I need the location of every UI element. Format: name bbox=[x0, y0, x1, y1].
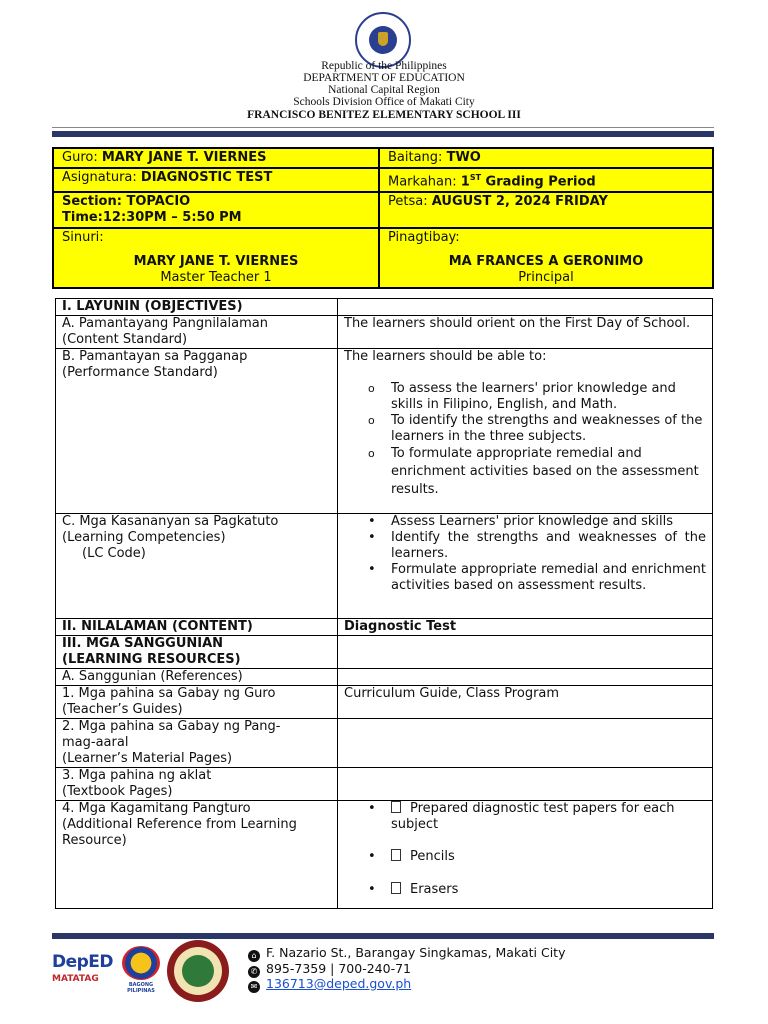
approver-title: Principal bbox=[518, 270, 574, 286]
checkbox-icon bbox=[391, 849, 401, 861]
school-seal-logo bbox=[167, 940, 229, 1002]
teachers-guide-value: Curriculum Guide, Class Program bbox=[338, 686, 713, 719]
list-item: • Prepared diagnostic test papers for each subject bbox=[344, 801, 706, 833]
guro-cell: Guro: MARY JANE T. VIERNES bbox=[53, 148, 379, 168]
section: Section: TOPACIO bbox=[62, 194, 191, 210]
references-label: A. Sanggunian (References) bbox=[56, 669, 338, 686]
email-line bbox=[248, 976, 411, 993]
sinuri-cell: Sinuri: MARY JANE T. VIERNES Master Teacher 1 bbox=[53, 228, 379, 288]
header-division: Schools Division Office of Makati City bbox=[293, 96, 475, 108]
nilalaman-value: Diagnostic Test bbox=[338, 619, 713, 636]
phone-icon: ✆ bbox=[248, 966, 260, 978]
list-item: o To assess the learners' prior knowledge and skills in Filipino, English, and Math. bbox=[344, 381, 706, 413]
date: AUGUST 2, 2024 FRIDAY bbox=[431, 194, 608, 210]
reviewer-title: Master Teacher 1 bbox=[160, 270, 272, 286]
list-item: • Pencils bbox=[344, 849, 706, 865]
header-school: FRANCISCO BENITEZ ELEMENTARY SCHOOL III bbox=[247, 109, 521, 121]
learning-competencies-value bbox=[338, 514, 713, 619]
checkbox-icon bbox=[391, 801, 401, 813]
nilalaman-heading: II. NILALAMAN (CONTENT) bbox=[56, 619, 338, 636]
list-item: • Identify the strengths and weaknesses of the learners. bbox=[344, 530, 706, 562]
list-item: • Erasers bbox=[344, 882, 706, 898]
performance-standard-label: B. Pamantayan sa Pagganap (Performance Standard) bbox=[56, 349, 338, 514]
info-table bbox=[52, 147, 714, 289]
time: Time:12:30PM – 5:50 PM bbox=[62, 210, 242, 226]
grade-level: TWO bbox=[446, 150, 481, 165]
reviewer-name: MARY JANE T. VIERNES bbox=[133, 254, 299, 270]
content-standard-label: A. Pamantayang Pangnilalaman (Content Standard) bbox=[56, 316, 338, 349]
materials-value bbox=[338, 801, 713, 909]
content-standard-value: The learners should orient on the First Day of School. bbox=[338, 316, 713, 349]
footer-rule bbox=[52, 933, 714, 939]
deped-matatag-logo: DepED MATATAG bbox=[52, 952, 114, 984]
list-item: o To identify the strengths and weaknesses of the learners in the three subjects. bbox=[344, 413, 706, 445]
address-line: ⌂ F. Nazario St., Barangay Singkamas, Makati City bbox=[248, 945, 565, 962]
baitang-cell: Baitang: TWO bbox=[379, 148, 713, 168]
bagong-pilipinas-logo: BAGONG PILIPINAS bbox=[117, 944, 165, 992]
layunin-heading: I. LAYUNIN (OBJECTIVES) bbox=[56, 299, 338, 316]
approver-name: MA FRANCES A GERONIMO bbox=[448, 254, 644, 270]
petsa-cell: Petsa: AUGUST 2, 2024 FRIDAY bbox=[379, 192, 713, 228]
checkbox-icon bbox=[391, 882, 401, 894]
email-icon: ✉ bbox=[248, 981, 260, 993]
asignatura-cell: Asignatura: DIAGNOSTIC TEST bbox=[53, 168, 379, 192]
header-region: National Capital Region bbox=[328, 84, 440, 96]
performance-standard-value: The learners should be able to: o To assess the learners' prior knowledge and skills in Filipino, English, and Math. o To identify the strengths and weaknesses of the learners in the three subjects. o To formulate appropriate remedial and enrichment activities based on the assessment results. bbox=[338, 349, 713, 514]
header-rule bbox=[52, 131, 714, 137]
subject: DIAGNOSTIC TEST bbox=[140, 170, 273, 185]
list-item: • Assess Learners' prior knowledge and skills bbox=[344, 514, 706, 530]
pinagtibay-cell: Pinagtibay: MA FRANCES A GERONIMO Principal bbox=[379, 228, 713, 288]
teachers-guide-label: 1. Mga pahina sa Gabay ng Guro (Teacher’s Guides) bbox=[56, 686, 338, 719]
lesson-plan-table bbox=[55, 298, 713, 909]
teacher-name: MARY JANE T. VIERNES bbox=[101, 150, 267, 165]
sanggunian-heading: III. MGA SANGGUNIAN (LEARNING RESOURCES) bbox=[56, 636, 338, 669]
learning-competencies-label: C. Mga Kasananyan sa Pagkatuto (Learning Competencies) (LC Code) bbox=[56, 514, 338, 619]
home-icon: ⌂ bbox=[248, 950, 260, 962]
section-time-cell bbox=[53, 192, 379, 228]
phone-line: ✆ 895-7359 | 700-240-71 bbox=[248, 961, 411, 978]
list-item: • Formulate appropriate remedial and enrichment activities based on assessment results. bbox=[344, 562, 706, 594]
textbook-label: 3. Mga pahina ng aklat (Textbook Pages) bbox=[56, 768, 338, 801]
header-department: DEPARTMENT OF EDUCATION bbox=[303, 72, 465, 84]
materials-label: 4. Mga Kagamitang Pangturo (Additional Reference from Learning Resource) bbox=[56, 801, 338, 909]
markahan-cell: Markahan: 1ST Grading Period bbox=[379, 168, 713, 192]
learners-material-label: 2. Mga pahina sa Gabay ng Pang- mag-aaral (Learner’s Material Pages) bbox=[56, 719, 338, 768]
email-link[interactable]: 136713@deped.gov.ph bbox=[266, 976, 412, 991]
list-item: o To formulate appropriate remedial and enrichment activities based on the assessment results. bbox=[344, 445, 706, 499]
header-republic: Republic of the Philippines bbox=[321, 60, 447, 72]
